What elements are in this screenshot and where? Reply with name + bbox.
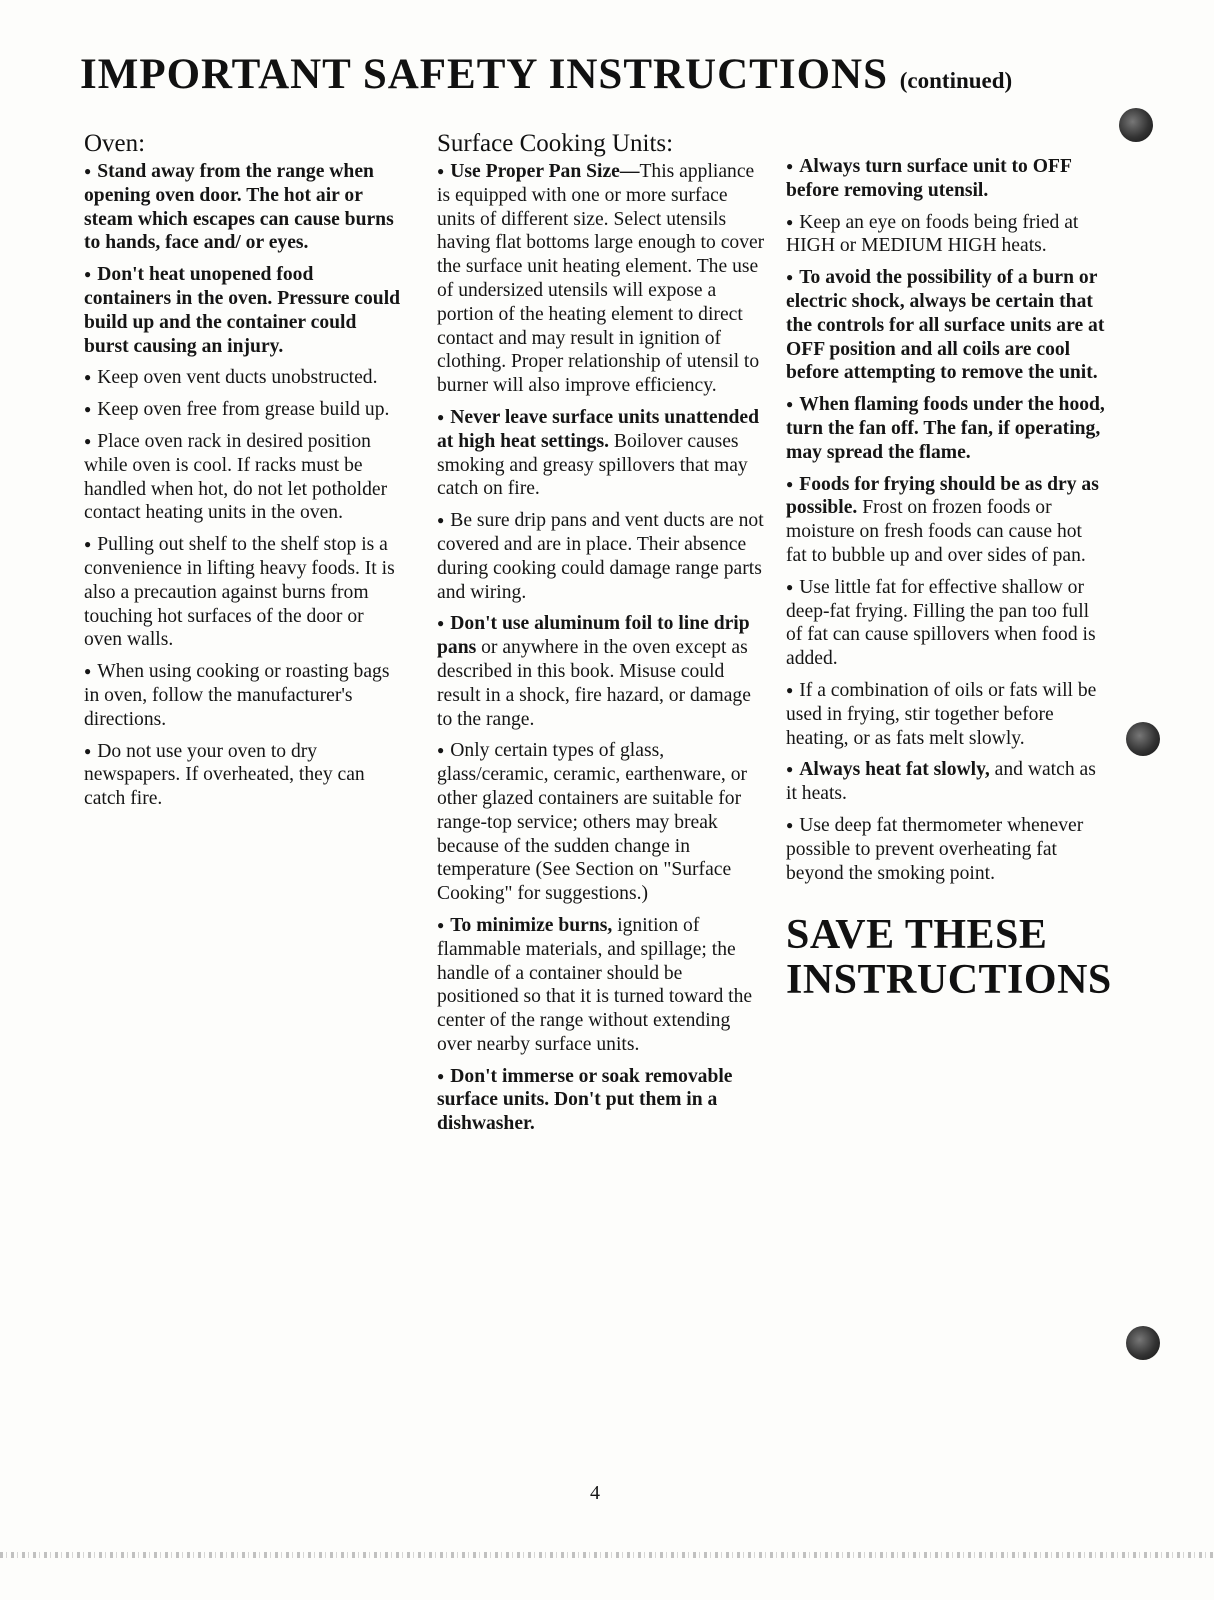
instruction-bold-text: To avoid the possibility of a burn or electric shock, always be certain that the controls for all surface units are at OFF position and all coils are cool before attempting to remove the unit. [786, 267, 1105, 384]
instruction-item [786, 211, 1106, 259]
instruction-item [437, 739, 767, 906]
bullet-icon: ● [437, 917, 445, 932]
instruction-bold-text: Don't immerse or soak removable surface units. Don't put them in a dishwasher. [437, 1065, 733, 1135]
bullet-icon: ● [786, 397, 794, 412]
bullet-icon: ● [437, 1068, 445, 1083]
instruction-item [84, 430, 404, 525]
page-title [80, 50, 1012, 99]
bullet-icon: ● [84, 433, 92, 448]
instruction-text: Do not use your oven to dry newspapers. If overheated, they can catch fire. [84, 740, 365, 810]
title-text: IMPORTANT SAFETY INSTRUCTIONS [80, 51, 888, 98]
instruction-text: and watch as it heats. [786, 759, 1096, 805]
instruction-text: This appliance is equipped with one or more surface units of different size. Select utensils having flat bottoms large enough to cover the surface unit heating element. The use of undersized utensils will expose a portion of the heating element to direct contact and may result in ignition of clothing. Proper relationship of utensil to burner will also improve efficiency. [437, 161, 765, 397]
bullet-icon: ● [84, 743, 92, 758]
instruction-text: Pulling out shelf to the shelf stop is a convenience in lifting heavy foods. It is also a precaution against burns from touching hot surfaces of the door or oven walls. [84, 534, 395, 651]
instruction-text: Use little fat for effective shallow or deep-fat frying. Filling the pan too full of fat can cause spillovers when food is added. [786, 576, 1096, 670]
bullet-icon: ● [437, 409, 445, 424]
instruction-bold-text: Don't use aluminum foil to line drip pans [437, 613, 750, 659]
instruction-bold-text: Stand away from the range when opening oven door. The hot air or steam which escapes can cause burns to hands, face and/ or eyes. [84, 161, 394, 254]
binder-hole-icon [1126, 722, 1160, 756]
frying-column [786, 155, 1112, 1004]
instruction-bold-text: Don't heat unopened food containers in the oven. Pressure could build up and the container could burst causing an injury. [84, 264, 401, 357]
instruction-item [84, 740, 404, 811]
instruction-text: When using cooking or roasting bags in oven, follow the manufacturer's directions. [84, 661, 390, 730]
instruction-item [786, 155, 1106, 203]
instruction-text: Only certain types of glass, glass/ceramic, ceramic, earthenware, or other glazed containers are suitable for range-top service; others may break because of the sudden change in temperature (See Section on "Surface Cooking" for suggestions.) [437, 740, 748, 905]
instruction-text: Keep oven free from grease build up. [97, 399, 390, 421]
bullet-icon: ● [437, 164, 445, 178]
instruction-bold-text: Never leave surface units unattended at high heat settings. [437, 406, 760, 452]
instruction-item [786, 814, 1106, 885]
bullet-icon: ● [786, 762, 794, 777]
bullet-icon: ● [84, 664, 92, 679]
instruction-bold-text: Use Proper Pan Size— [450, 161, 640, 182]
scan-artifact-line [0, 1552, 1214, 1558]
instruction-text: Place oven rack in desired position while oven is cool. If racks must be handled when hot, do not let potholder contact heating units in the oven. [84, 430, 388, 524]
instruction-item [786, 576, 1106, 671]
instruction-text: Be sure drip pans and vent ducts are not covered and are in place. Their absence during cooking could damage range parts and wiring. [437, 510, 764, 603]
instruction-item [437, 1065, 767, 1136]
save-instructions-banner [786, 912, 1112, 1004]
binder-hole-icon [1119, 108, 1153, 142]
instruction-text: If a combination of oils or fats will be used in frying, stir together before heating, or as fats melt slowly. [786, 679, 1097, 749]
instruction-item [437, 160, 767, 398]
oven-column [84, 130, 404, 819]
bullet-icon: ● [786, 159, 794, 173]
instruction-text: ignition of flammable materials, and spillage; the handle of a container should be positioned so that it is turned toward the center of the range without extending over nearby surface units. [437, 914, 753, 1055]
instruction-item [437, 406, 767, 501]
bullet-icon: ● [786, 214, 794, 229]
instruction-text: Frost on frozen foods or moisture on fresh foods can cause hot fat to bubble up and over sides of pan. [786, 497, 1086, 566]
frying-list [786, 155, 1106, 885]
instruction-text: Keep an eye on foods being fried at HIGH or MEDIUM HIGH heats. [786, 211, 1079, 257]
surface-units-heading: Surface Cooking Units: [437, 130, 674, 157]
surface-units-list [437, 160, 767, 1136]
instruction-item [437, 509, 767, 604]
instruction-item [786, 679, 1106, 750]
instruction-bold-text: When flaming foods under the hood, turn the fan off. The fan, if operating, may spread the flame. [786, 394, 1105, 463]
instruction-bold-text: To minimize burns, [450, 914, 613, 936]
instruction-item [84, 660, 404, 731]
bullet-icon: ● [786, 579, 794, 594]
instruction-item [84, 366, 404, 390]
binder-hole-icon [1126, 1326, 1160, 1360]
bullet-icon: ● [786, 476, 794, 491]
instruction-item [84, 533, 404, 652]
page-number: 4 [590, 1482, 600, 1504]
instruction-item [437, 914, 767, 1057]
instruction-item [786, 758, 1106, 806]
title-suffix: (continued) [899, 68, 1013, 93]
bullet-icon: ● [84, 402, 92, 417]
instruction-bold-text: Always turn surface unit to OFF before removing utensil. [786, 156, 1072, 201]
instruction-text: or anywhere in the oven except as described in this book. Misuse could result in a shock, fire hazard, or damage to the range. [437, 637, 751, 730]
save-line-2: INSTRUCTIONS [786, 957, 1112, 1004]
instruction-item [786, 266, 1106, 385]
bullet-icon: ● [437, 616, 445, 631]
oven-heading: Oven: [84, 130, 146, 157]
instruction-text: Boilover causes smoking and greasy spillovers that may catch on fire. [437, 430, 748, 500]
instruction-item [786, 473, 1106, 568]
bullet-icon: ● [84, 537, 92, 552]
instruction-item [437, 612, 767, 731]
instruction-item [786, 393, 1106, 464]
instruction-bold-text: Always heat fat slowly, [799, 759, 990, 781]
instruction-item [84, 160, 404, 255]
instruction-bold-text: Foods for frying should be as dry as possible. [786, 473, 1099, 519]
bullet-icon: ● [786, 682, 794, 697]
bullet-icon: ● [437, 513, 445, 528]
instruction-item [84, 263, 404, 358]
bullet-icon: ● [84, 370, 92, 385]
oven-list [84, 160, 404, 811]
bullet-icon: ● [786, 270, 794, 285]
instruction-text: Keep oven vent ducts unobstructed. [97, 367, 378, 389]
bullet-icon: ● [84, 267, 92, 282]
surface-units-column [437, 130, 767, 1144]
bullet-icon: ● [84, 164, 92, 178]
bullet-icon: ● [786, 817, 794, 832]
bullet-icon: ● [437, 743, 445, 758]
instruction-item [84, 398, 404, 422]
save-line-1: SAVE THESE [786, 912, 1048, 959]
instruction-text: Use deep fat thermometer whenever possible to prevent overheating fat beyond the smoking point. [786, 814, 1084, 884]
